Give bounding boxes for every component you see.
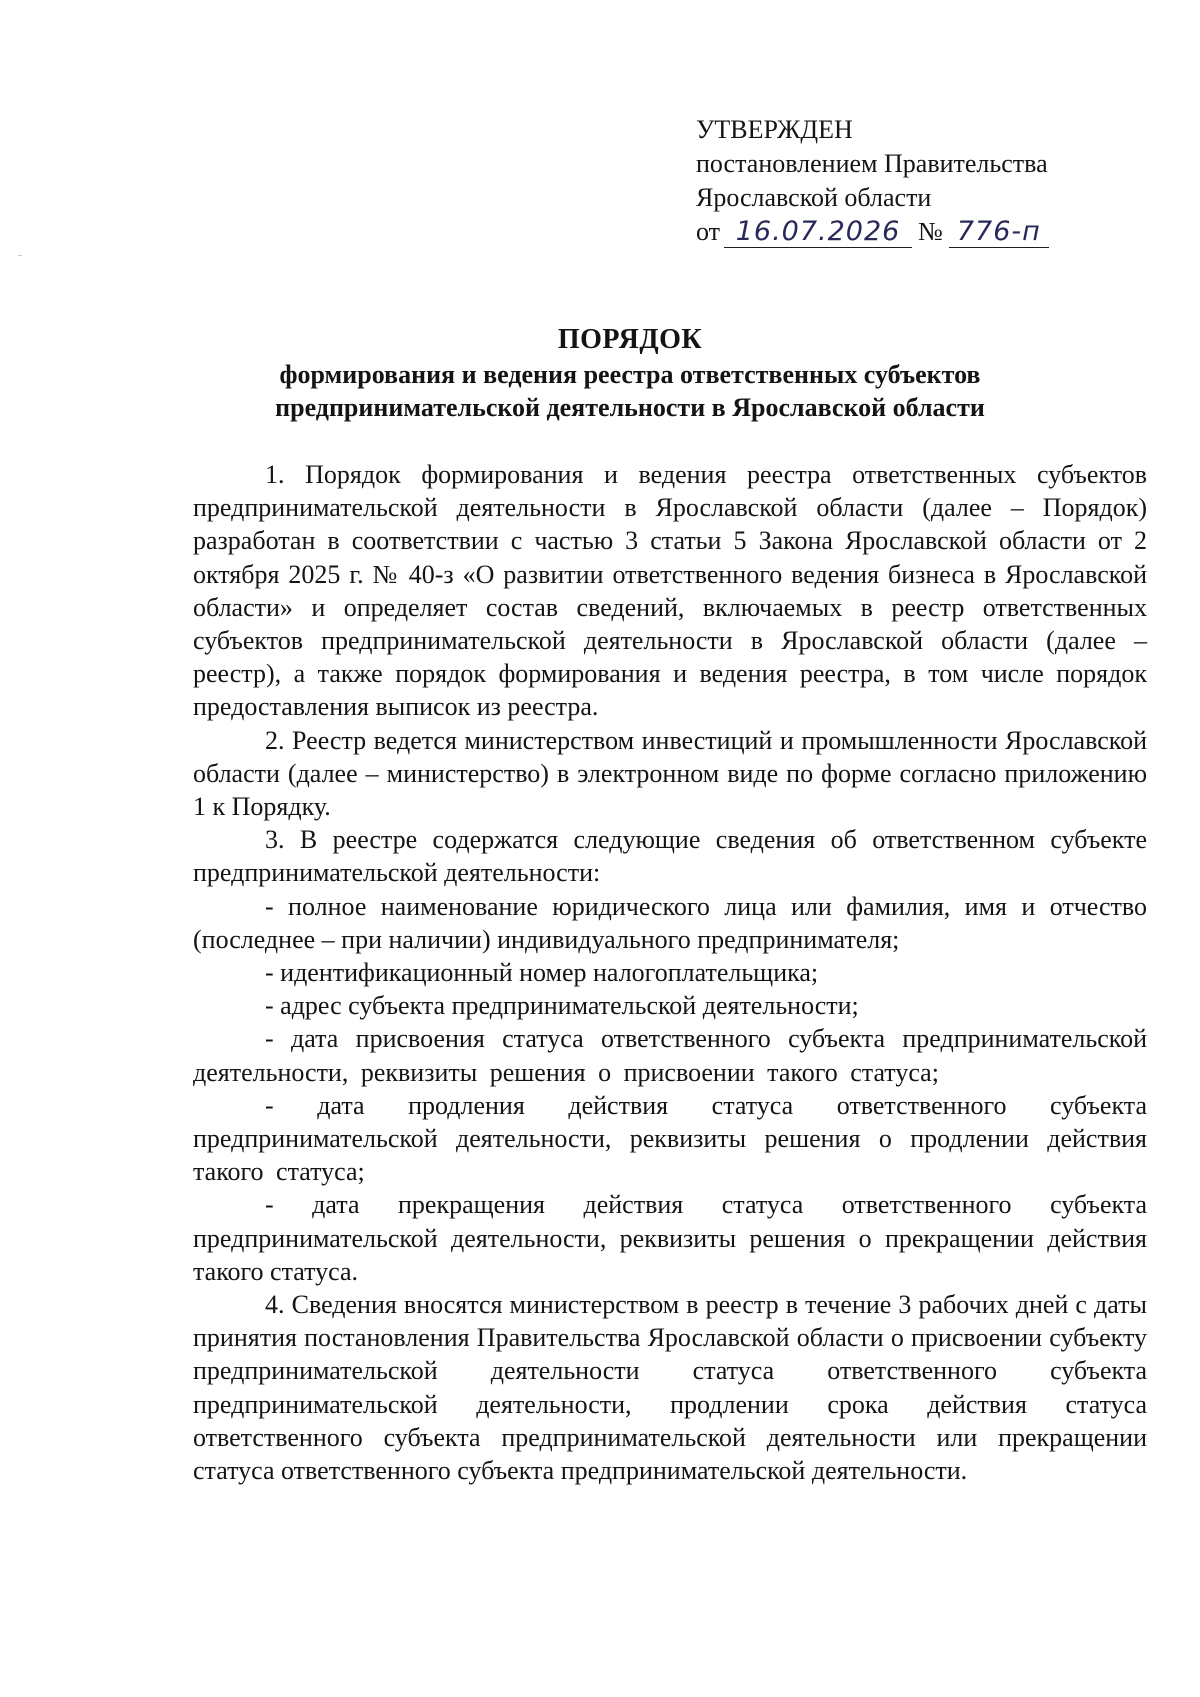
document-title-block bbox=[150, 322, 1110, 424]
document-body bbox=[193, 458, 1147, 1487]
approval-region-line: Ярославской области bbox=[696, 183, 932, 212]
handwritten-number: 776-п bbox=[949, 217, 1049, 248]
approval-date-number-line bbox=[696, 215, 1136, 249]
paragraph-2: 2. Реестр ведется министерством инвестиций и промышленности Ярославской области (далее – министерство) в электронном виде по форме согласно приложению 1 к Порядку. bbox=[193, 725, 1147, 822]
approval-stamp-block bbox=[696, 113, 1136, 249]
number-prefix: № bbox=[918, 217, 943, 246]
paragraph-1: 1. Порядок формирования и ведения реестра ответственных субъектов предпринимательской деятельности в Ярославской области (далее – Порядок) разработан в соответствии с частью 3 статьи 5 Закона Ярославской области от 2 октября 2025 г. № 40-з «О развитии ответственного ведения бизнеса в Ярославской области» и определяет состав сведений, включаемых в реестр ответственных субъектов предпринимательской деятельности в Ярославской области (далее – реестр), а также порядок формирования и ведения реестра, в том числе порядок предоставления выписок из реестра. bbox=[193, 460, 1147, 722]
list-item-status-termination: - дата прекращения действия статуса ответственного субъекта предпринимательской деятельности, реквизиты решения о прекращении действия такого статуса. bbox=[193, 1190, 1147, 1286]
approval-heading: УТВЕРЖДЕН bbox=[696, 115, 853, 144]
document-subtitle-line-2: предпринимательской деятельности в Ярославской области bbox=[275, 393, 985, 422]
paragraph-3: 3. В реестре содержатся следующие сведения об ответственном субъекте предпринимательской деятельности: bbox=[193, 825, 1147, 888]
list-item-address: - адрес субъекта предпринимательской деятельности; bbox=[265, 991, 859, 1021]
list-item-inn: - идентификационный номер налогоплательщика; bbox=[265, 958, 819, 988]
list-item-status-assignment: - дата присвоения статуса ответственного субъекта предпринимательской деятельности, реквизиты решения о присвоении такого статуса; bbox=[193, 1024, 1147, 1087]
document-title: ПОРЯДОК bbox=[557, 324, 703, 355]
paragraph-4: 4. Сведения вносятся министерством в реестр в течение 3 рабочих дней с даты принятия постановления Правительства Ярославской области о присвоении субъекту предпринимательской деятельности статуса ответственного субъекта предпринимательской деятельности, продлении срока действия статуса ответственного субъекта предпринимательской деятельности или прекращении статуса ответственного субъекта предпринимательской деятельности. bbox=[193, 1290, 1147, 1486]
document-subtitle-line-1: формирования и ведения реестра ответственных субъектов bbox=[279, 360, 981, 389]
list-item-full-name: - полное наименование юридического лица или фамилия, имя и отчество (последнее – при наличии) индивидуального предпринимателя; bbox=[193, 891, 1147, 954]
date-prefix: от bbox=[696, 217, 721, 246]
scan-artifact bbox=[18, 255, 22, 256]
approval-issuer-line: постановлением Правительства bbox=[696, 149, 1048, 178]
handwritten-date: 16.07.2026 bbox=[724, 217, 912, 248]
list-item-status-extension: - дата продления действия статуса ответственного субъекта предпринимательской деятельности, реквизиты решения о продлении действия такого статуса; bbox=[193, 1090, 1147, 1187]
